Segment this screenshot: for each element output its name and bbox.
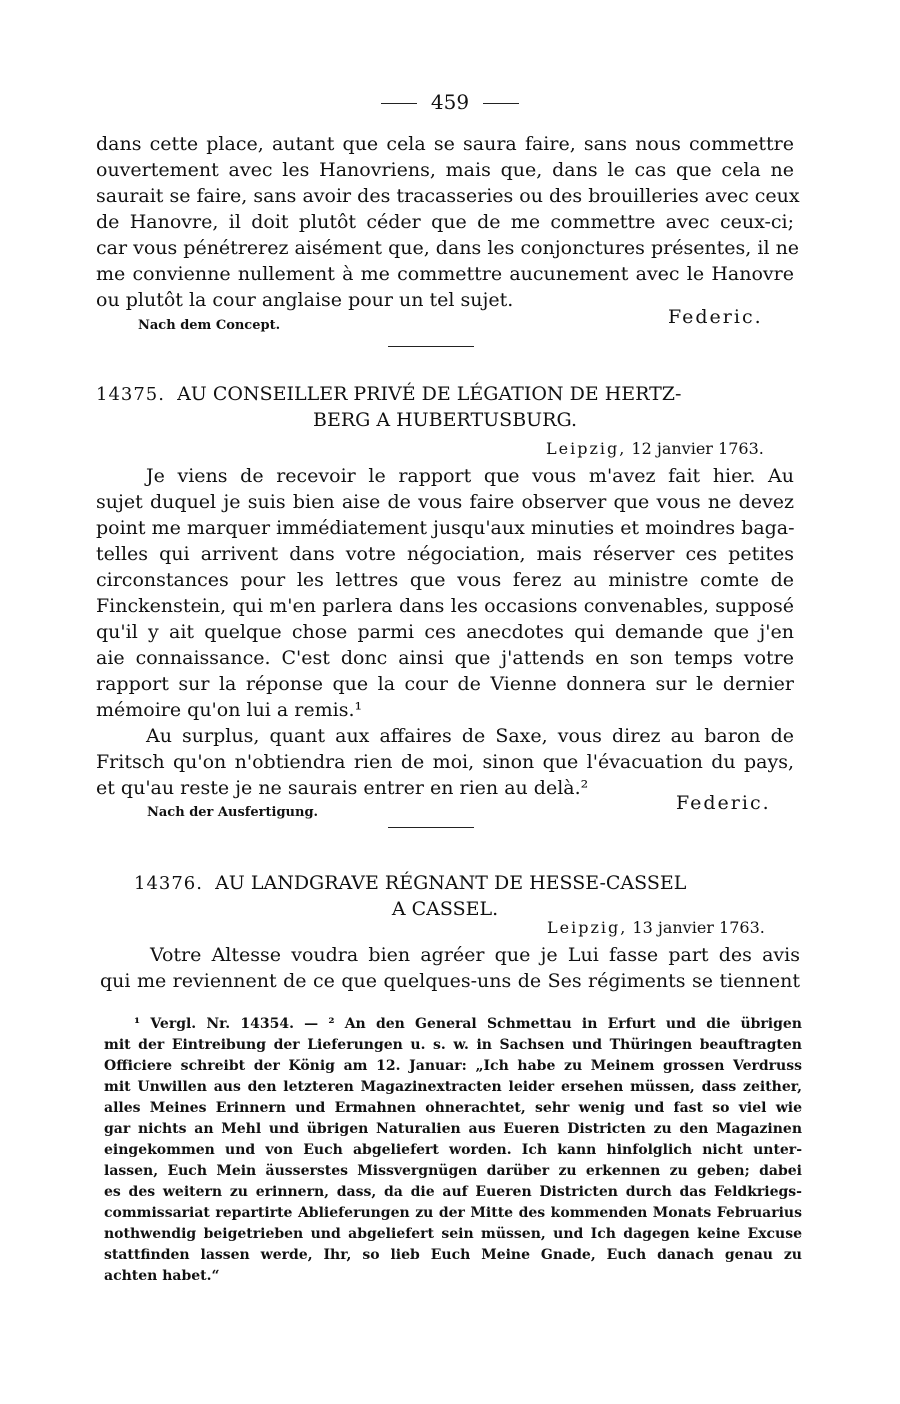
letter-number: 14376. <box>134 873 203 894</box>
footnote-line: alles Meines Erinnern und Ermahnen ohnerachtet, sehr wenig und fast so viel wie <box>104 1100 802 1116</box>
letter-recipient: AU LANDGRAVE RÉGNANT DE HESSE-CASSEL <box>215 872 687 894</box>
footnote-line: nothwendig beigetrieben und abgeliefert sein müssen, und Ich dagegen keine Excuse <box>104 1226 802 1242</box>
text-line: Au surplus, quant aux affaires de Saxe, vous direz au baron de <box>146 725 794 747</box>
continuation-text <box>96 131 800 313</box>
text-line: rapport sur la réponse que la cour de Vienne donnera sur le dernier <box>96 673 794 695</box>
source-note: Nach dem Concept. <box>138 318 281 333</box>
text-line: Votre Altesse voudra bien agréer que je Lui fasse part des avis <box>150 944 800 966</box>
footnote-line: es des weitern zu erinnern, dass, da die auf Eueren Districten durch das Feldkriegs- <box>104 1184 802 1200</box>
text-line: aie connaissance. C'est donc ainsi que j'attends en son temps votre <box>96 647 794 669</box>
letter-recipient: AU CONSEILLER PRIVÉ DE LÉGATION DE HERTZ- <box>177 383 682 405</box>
signature: Federic. <box>668 306 763 328</box>
page-number <box>0 90 900 114</box>
footnotes <box>104 1014 802 1287</box>
date-place: Leipzig, <box>546 439 627 458</box>
letter-heading-14376 <box>96 870 794 922</box>
page-number-text: 459 <box>430 90 470 114</box>
page-number-dash-right <box>483 103 519 104</box>
text-line: ouvertement avec les Hanovriens, mais que, dans le cas que cela ne <box>96 159 794 181</box>
text-line: car vous pénétrerez aisément que, dans les conjonctures présentes, il ne <box>96 237 800 259</box>
source-note: Nach der Ausfertigung. <box>147 805 319 820</box>
text-line: et qu'au reste je ne saurais entrer en rien au delà.² <box>96 777 589 799</box>
text-line: saurait se faire, sans avoir des tracasseries ou des brouilleries avec ceux <box>96 185 800 207</box>
text-line: circonstances pour les lettres que vous ferez au ministre comte de <box>96 569 794 591</box>
date-place: Leipzig, <box>547 918 628 937</box>
dateline <box>546 439 764 458</box>
date-text: 13 janvier 1763. <box>632 918 765 937</box>
footnote-line: lassen, Euch Mein äusserstes Missvergnügen darüber zu erkennen zu geben; dabei <box>104 1163 802 1179</box>
dateline <box>547 918 765 937</box>
footnote-line: gar nichts an Mehl und übrigen Naturalien aus Eueren Districten zu den Magazinen <box>104 1121 802 1137</box>
footnote-line: ¹ Vergl. Nr. 14354. — ² An den General Schmettau in Erfurt und die übrigen <box>134 1016 802 1032</box>
section-divider <box>388 827 474 828</box>
footnote-line: mit Unwillen aus den letzteren Magazinextracten leider ersehen müssen, dass zeither, <box>104 1079 802 1095</box>
letter-recipient-cont: BERG A HUBERTUSBURG. <box>312 409 578 431</box>
letter-body-14376 <box>100 942 800 994</box>
letter-body-14375 <box>96 463 794 801</box>
text-line: sujet duquel je suis bien aise de vous faire observer que vous ne devez <box>96 491 794 513</box>
letter-recipient-cont: A CASSEL. <box>391 898 499 920</box>
text-line: dans cette place, autant que cela se saura faire, sans nous commettre <box>96 133 794 155</box>
letter-heading-14375 <box>96 381 794 433</box>
footnote-line: stattfinden lassen werde, Ihr, so lieb Euch Meine Gnade, Euch danach genau zu <box>104 1247 802 1263</box>
date-text: 12 janvier 1763. <box>631 439 764 458</box>
text-line: telles qui arrivent dans votre négociation, mais réserver ces petites <box>96 543 794 565</box>
footnote-line: achten habet.“ <box>104 1268 220 1284</box>
text-line: qui me reviennent de ce que quelques-uns de Ses régiments se tiennent <box>100 970 800 992</box>
page-number-dash-left <box>381 103 417 104</box>
footnote-line: commissariat repartirte Ablieferungen zu der Mitte des kommenden Monats Februarius <box>104 1205 802 1221</box>
text-line: Je viens de recevoir le rapport que vous m'avez fait hier. Au <box>146 465 794 487</box>
text-line: point me marquer immédiatement jusqu'aux minuties et moindres baga- <box>96 517 795 539</box>
text-line: Finckenstein, qui m'en parlera dans les occasions convenables, supposé <box>96 595 794 617</box>
text-line: ou plutôt la cour anglaise pour un tel sujet. <box>96 289 514 311</box>
footnote-line: mit der Eintreibung der Lieferungen u. s. w. in Sachsen und Thüringen beauftragten <box>104 1037 802 1053</box>
signature: Federic. <box>676 792 771 814</box>
section-divider <box>388 346 474 347</box>
text-line: mémoire qu'on lui a remis.¹ <box>96 699 363 721</box>
text-line: Fritsch qu'on n'obtiendra rien de moi, sinon que l'évacuation du pays, <box>96 751 794 773</box>
letter-number: 14375. <box>96 384 165 405</box>
text-line: qu'il y ait quelque chose parmi ces anecdotes qui demande que j'en <box>96 621 794 643</box>
footnote-line: Officiere schreibt der König am 12. Januar: „Ich habe zu Meinem grossen Verdruss <box>104 1058 802 1074</box>
text-line: me convienne nullement à me commettre aucunement avec le Hanovre <box>96 263 794 285</box>
text-line: de Hanovre, il doit plutôt céder que de me commettre avec ceux-ci; <box>96 211 794 233</box>
footnote-line: eingekommen und von Euch abgeliefert worden. Ich kann hinfolglich nicht unter- <box>104 1142 802 1158</box>
